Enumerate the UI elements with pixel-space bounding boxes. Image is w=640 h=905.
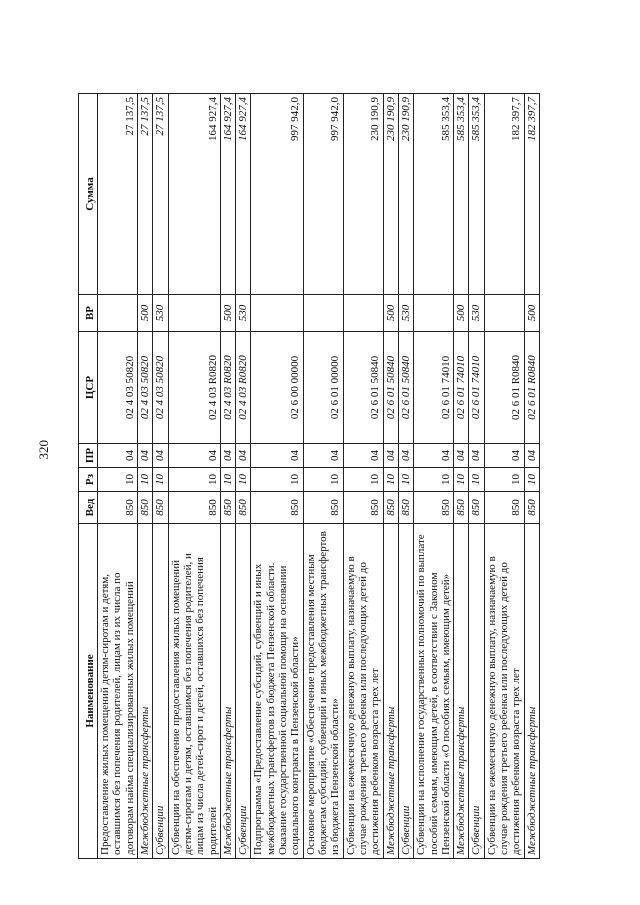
table-row [524, 94, 539, 859]
cell-pr: 04 [469, 444, 484, 468]
cell-sum: 164 927,4 [236, 94, 251, 295]
cell-sum: 27 137,5 [98, 94, 138, 295]
cell-name: Субвенции [236, 524, 251, 859]
cell-csr: 02 6 01 00000 [303, 332, 343, 444]
table-row [251, 94, 303, 859]
cell-csr: 02 6 01 50840 [343, 332, 383, 444]
cell-name: Межбюджетные трансферты [454, 524, 469, 859]
cell-ved: 850 [153, 492, 168, 524]
cell-name: Субвенции на ежемесячную денежную выплату, назначаемую в случае рождения третьего ребенка или последующих детей до достижения ребенком возраста трех лет [484, 524, 524, 859]
cell-sum: 27 137,5 [153, 94, 168, 295]
cell-sum: 997 942,0 [303, 94, 343, 295]
cell-csr: 02 6 01 74010 [414, 332, 454, 444]
header-pr: ПР [79, 444, 98, 468]
cell-vr: 500 [220, 295, 235, 332]
cell-name: Межбюджетные трансферты [524, 524, 539, 859]
table-row [303, 94, 343, 859]
header-row [79, 94, 98, 859]
cell-sum: 230 190,9 [398, 94, 413, 295]
cell-vr: 500 [524, 295, 539, 332]
cell-vr: 530 [153, 295, 168, 332]
cell-ved: 850 [343, 492, 383, 524]
cell-pr: 04 [414, 444, 454, 468]
header-name: Наименование [79, 524, 98, 859]
cell-rz: 10 [383, 468, 398, 492]
cell-name: Субвенции на обеспечение предоставления жилых помещений детям-сиротам и детям, оставшимся без попечения родителей, и лицам из числа детей-сирот и детей, оставшихся без попечения родителей [168, 524, 220, 859]
cell-sum: 585 353,4 [414, 94, 454, 295]
table-row [98, 94, 138, 859]
cell-vr [251, 295, 303, 332]
cell-rz: 10 [524, 468, 539, 492]
cell-sum: 27 137,5 [137, 94, 152, 295]
cell-name: Предоставление жилых помещений детям-сиротам и детям, оставшимся без попечения родителей, лицам из их числа по договорам найма специализированных жилых помещений [98, 524, 138, 859]
cell-csr: 02 6 00 00000 [251, 332, 303, 444]
cell-ved: 850 [137, 492, 152, 524]
table-row [137, 94, 152, 859]
cell-ved: 850 [484, 492, 524, 524]
cell-csr: 02 6 01 50840 [398, 332, 413, 444]
cell-vr: 530 [236, 295, 251, 332]
rotated-table-container [78, 94, 581, 859]
cell-csr: 02 4 03 R0820 [220, 332, 235, 444]
cell-name: Межбюджетные трансферты [220, 524, 235, 859]
cell-rz: 10 [398, 468, 413, 492]
cell-name: Межбюджетные трансферты [137, 524, 152, 859]
cell-ved: 850 [398, 492, 413, 524]
cell-pr: 04 [343, 444, 383, 468]
cell-name: Межбюджетные трансферты [383, 524, 398, 859]
cell-vr [414, 295, 454, 332]
page-number: 320 [36, 440, 51, 460]
cell-vr: 500 [454, 295, 469, 332]
cell-pr: 04 [220, 444, 235, 468]
cell-vr [343, 295, 383, 332]
cell-sum: 182 397,7 [484, 94, 524, 295]
cell-vr: 500 [383, 295, 398, 332]
cell-pr: 04 [236, 444, 251, 468]
cell-name: Субвенции [398, 524, 413, 859]
cell-pr: 04 [484, 444, 524, 468]
cell-ved: 850 [220, 492, 235, 524]
cell-rz: 10 [236, 468, 251, 492]
cell-csr: 02 6 01 50840 [383, 332, 398, 444]
table-row [153, 94, 168, 859]
cell-pr: 04 [251, 444, 303, 468]
cell-pr: 04 [454, 444, 469, 468]
cell-ved: 850 [303, 492, 343, 524]
cell-sum: 182 397,7 [524, 94, 539, 295]
header-csr: ЦСР [79, 332, 98, 444]
cell-rz: 10 [303, 468, 343, 492]
cell-ved: 850 [98, 492, 138, 524]
cell-name: Субвенции на исполнение государственных полномочий по выплате пособий семьям, имеющим детей, в соответствии с Законом Пензенской области «О пособиях семьям, имеющим детей» [414, 524, 454, 859]
cell-sum: 164 927,4 [220, 94, 235, 295]
cell-rz: 10 [343, 468, 383, 492]
cell-vr [303, 295, 343, 332]
cell-csr: 02 4 03 50820 [98, 332, 138, 444]
cell-csr: 02 6 01 74010 [469, 332, 484, 444]
cell-rz: 10 [414, 468, 454, 492]
cell-ved: 850 [454, 492, 469, 524]
cell-sum: 585 353,4 [469, 94, 484, 295]
cell-sum: 585 353,4 [454, 94, 469, 295]
cell-csr: 02 4 03 50820 [137, 332, 152, 444]
table-row [168, 94, 220, 859]
cell-rz: 10 [98, 468, 138, 492]
cell-rz: 10 [251, 468, 303, 492]
cell-rz: 10 [220, 468, 235, 492]
cell-pr: 04 [153, 444, 168, 468]
cell-pr: 04 [303, 444, 343, 468]
cell-rz: 10 [137, 468, 152, 492]
cell-sum: 164 927,4 [168, 94, 220, 295]
cell-vr: 530 [469, 295, 484, 332]
cell-vr: 530 [398, 295, 413, 332]
table-row [414, 94, 454, 859]
cell-pr: 04 [168, 444, 220, 468]
cell-csr: 02 4 03 R0820 [236, 332, 251, 444]
table-row [236, 94, 251, 859]
cell-name: Подпрограмма «Предоставление субсидий, субвенций и иных межбюджетных трансфертов из бюджета Пензенской области. Оказание государственной социальной помощи на основании социального контракта в Пензенской области» [251, 524, 303, 859]
header-rz: Рз [79, 468, 98, 492]
cell-ved: 850 [383, 492, 398, 524]
table-row [220, 94, 235, 859]
cell-pr: 04 [137, 444, 152, 468]
cell-name: Субвенции [469, 524, 484, 859]
cell-pr: 04 [398, 444, 413, 468]
cell-ved: 850 [414, 492, 454, 524]
cell-name: Основное мероприятие «Обеспечение предоставления местным бюджетам субсидий, субвенций и иных межбюджетных трансфертов из бюджета Пензенской области» [303, 524, 343, 859]
cell-vr [98, 295, 138, 332]
cell-name: Субвенции [153, 524, 168, 859]
cell-sum: 997 942,0 [251, 94, 303, 295]
cell-sum: 230 190,9 [383, 94, 398, 295]
cell-ved: 850 [524, 492, 539, 524]
cell-rz: 10 [153, 468, 168, 492]
budget-table [78, 93, 540, 859]
cell-sum: 230 190,9 [343, 94, 383, 295]
table-body [98, 94, 540, 859]
table-row [469, 94, 484, 859]
cell-ved: 850 [236, 492, 251, 524]
cell-vr [168, 295, 220, 332]
cell-pr: 04 [98, 444, 138, 468]
cell-rz: 10 [484, 468, 524, 492]
cell-rz: 10 [454, 468, 469, 492]
cell-csr: 02 6 01 R0840 [484, 332, 524, 444]
cell-pr: 04 [524, 444, 539, 468]
table-row [398, 94, 413, 859]
header-vr: ВР [79, 295, 98, 332]
cell-ved: 850 [251, 492, 303, 524]
cell-csr: 02 6 01 R0840 [524, 332, 539, 444]
cell-vr: 500 [137, 295, 152, 332]
table-row [383, 94, 398, 859]
cell-rz: 10 [469, 468, 484, 492]
cell-csr: 02 6 01 74010 [454, 332, 469, 444]
cell-vr [484, 295, 524, 332]
cell-rz: 10 [168, 468, 220, 492]
cell-csr: 02 4 03 50820 [153, 332, 168, 444]
table-row [484, 94, 524, 859]
cell-name: Субвенции на ежемесячную денежную выплату, назначаемую в случае рождения третьего ребенка или последующих детей до достижения ребенком возраста трех лет [343, 524, 383, 859]
table-row [343, 94, 383, 859]
table-row [454, 94, 469, 859]
cell-ved: 850 [168, 492, 220, 524]
header-ved: Вед [79, 492, 98, 524]
header-sum: Сумма [79, 94, 98, 295]
cell-csr: 02 4 03 R0820 [168, 332, 220, 444]
cell-ved: 850 [469, 492, 484, 524]
cell-pr: 04 [383, 444, 398, 468]
